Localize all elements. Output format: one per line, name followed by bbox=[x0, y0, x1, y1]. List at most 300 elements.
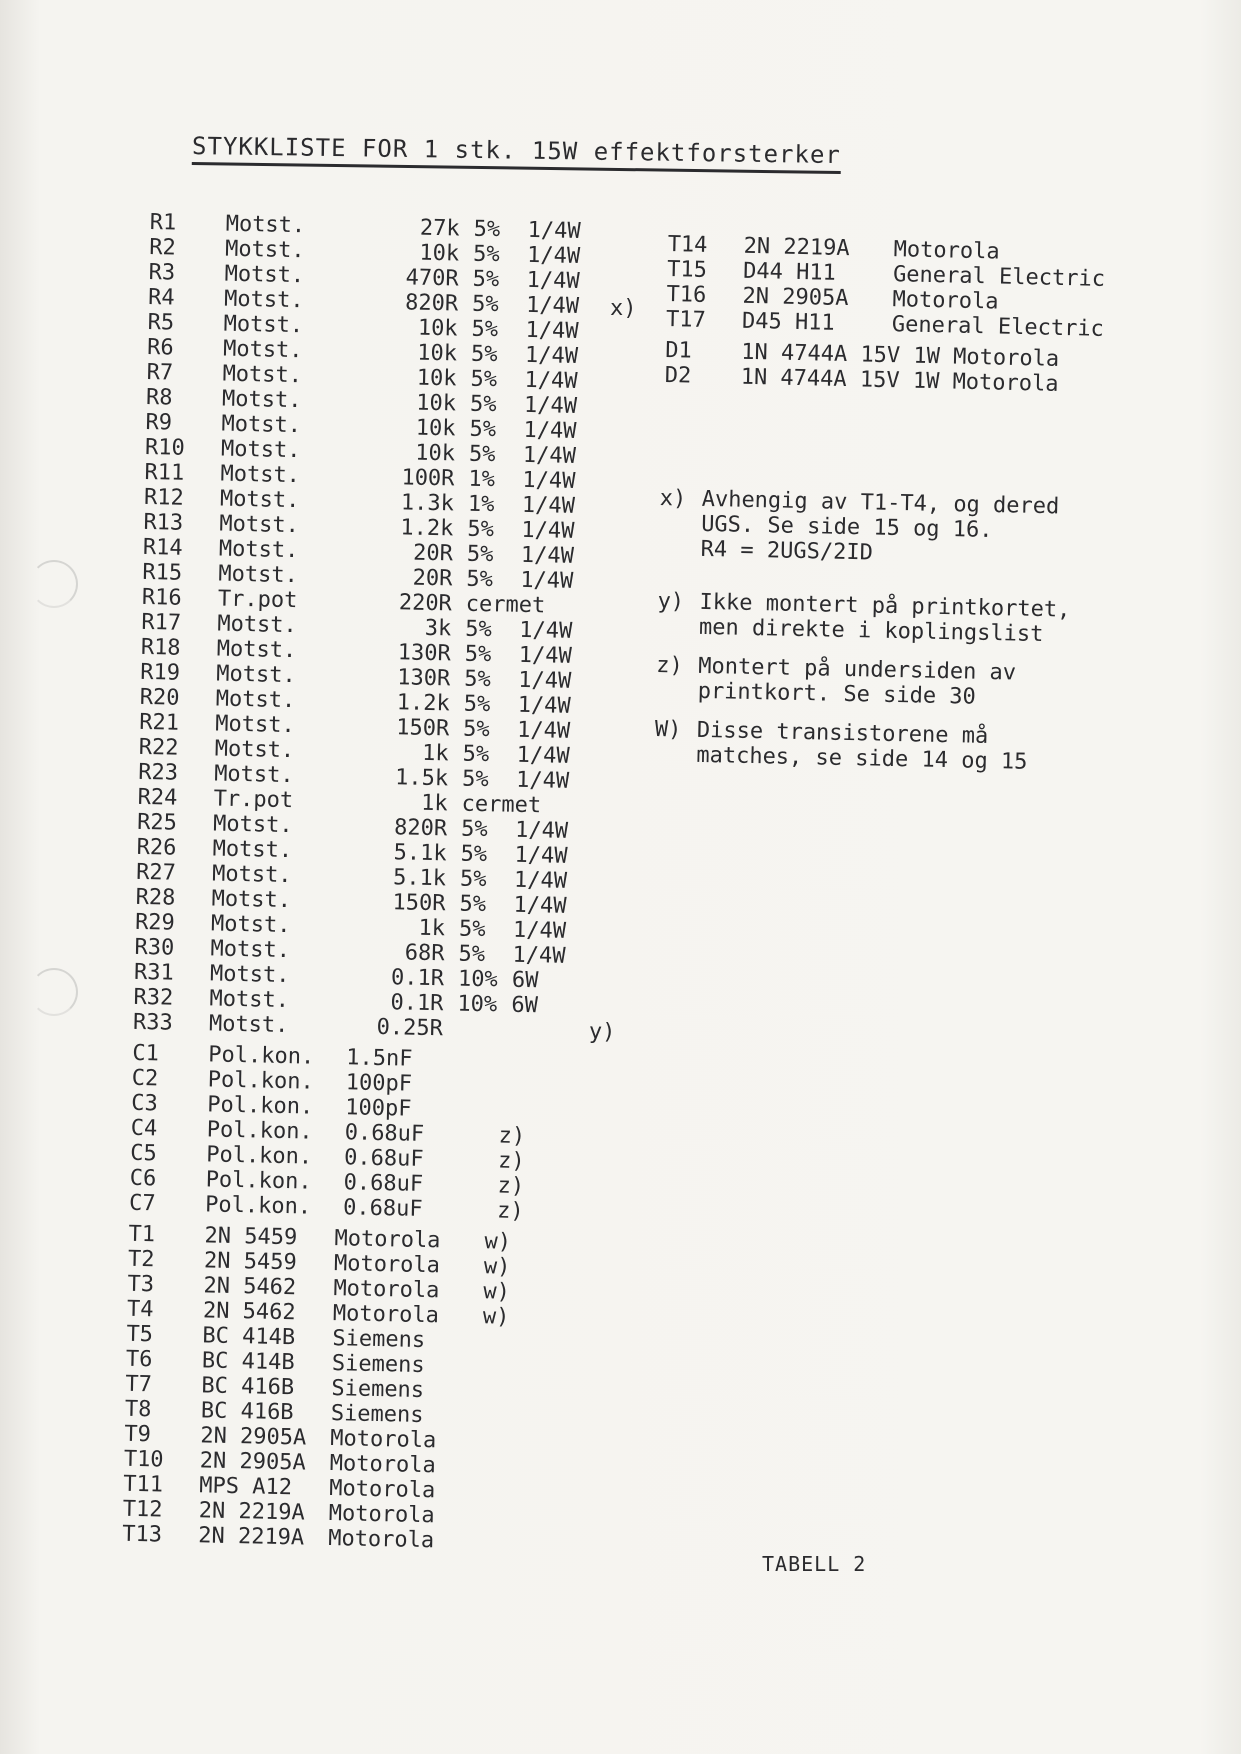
part-power: 1/4W bbox=[524, 342, 579, 369]
punch-hole-mark bbox=[30, 560, 78, 608]
part-type: 2N 5462 bbox=[203, 1273, 297, 1301]
part-power: 1/4W bbox=[517, 692, 571, 719]
part-manufacturer: Motorola bbox=[327, 1526, 435, 1554]
part-manufacturer: Motorola bbox=[334, 1226, 441, 1254]
part-ref: T14 bbox=[667, 232, 708, 258]
part-note bbox=[478, 1529, 523, 1555]
part-ref: R27 bbox=[135, 859, 177, 886]
part-power: 1/4W bbox=[526, 267, 580, 295]
part-ref: T6 bbox=[125, 1346, 153, 1373]
part-power bbox=[511, 1018, 590, 1045]
part-value: 820R bbox=[404, 290, 459, 317]
part-type: Motst. bbox=[218, 561, 299, 589]
part-power: 1/4W bbox=[514, 842, 568, 869]
part-ref: R10 bbox=[144, 434, 186, 461]
part-value: 5.1k bbox=[393, 840, 447, 867]
part-value: 10k bbox=[414, 440, 456, 467]
part-tolerance bbox=[457, 1017, 512, 1043]
parts-list-left bbox=[122, 210, 650, 1557]
part-type: Motst. bbox=[212, 811, 293, 839]
part-power: 1/4W bbox=[512, 917, 567, 944]
part-value: 100pF bbox=[344, 1095, 412, 1122]
part-ref: R17 bbox=[141, 609, 182, 636]
part-type: Motst. bbox=[220, 436, 301, 464]
part-tolerance: 5% bbox=[467, 516, 495, 543]
part-manufacturer: Motorola bbox=[329, 1451, 436, 1479]
part-tolerance: 5% bbox=[459, 866, 487, 893]
part-type: Motst. bbox=[209, 961, 290, 989]
footnote bbox=[658, 486, 1139, 571]
part-ref: C4 bbox=[130, 1115, 158, 1142]
part-manufacturer: Motorola bbox=[328, 1501, 435, 1529]
part-power: 1/4W bbox=[519, 617, 573, 644]
part-ref: R29 bbox=[134, 909, 176, 936]
part-tolerance: 5% bbox=[471, 291, 499, 318]
part-manufacturer: General Electric bbox=[892, 262, 1106, 292]
part-note: z) bbox=[498, 1123, 526, 1150]
part-value: 150R bbox=[395, 715, 450, 742]
footnote-text: Ikke montert på printkortet, men direkte i koplingslist bbox=[698, 589, 1071, 648]
part-value: 130R bbox=[397, 665, 451, 692]
part-power: 1/4W bbox=[521, 492, 576, 519]
part-type: BC 416B bbox=[201, 1373, 295, 1401]
part-tolerance: cermet bbox=[461, 791, 542, 819]
part-power: 6W bbox=[511, 992, 539, 1019]
part-note bbox=[600, 494, 645, 520]
part-value: 1k bbox=[418, 915, 446, 942]
part-note bbox=[597, 619, 642, 645]
part-power: 1/4W bbox=[520, 567, 574, 594]
part-ref: R30 bbox=[134, 934, 175, 961]
part-type: 2N 2905A bbox=[200, 1423, 307, 1451]
part-type: 2N 2219A bbox=[198, 1498, 305, 1526]
part-manufacturer: Motorola bbox=[330, 1426, 437, 1454]
footnote-key: x) bbox=[659, 486, 687, 512]
part-note bbox=[592, 869, 637, 895]
part-ref: R6 bbox=[146, 334, 174, 361]
part-note: z) bbox=[497, 1173, 525, 1200]
part-type: Motst. bbox=[210, 911, 291, 939]
footnote bbox=[657, 589, 1138, 649]
part-note: z) bbox=[497, 1148, 525, 1175]
part-note bbox=[601, 420, 646, 446]
part-type: Tr.pot bbox=[213, 786, 294, 814]
part-type: D45 H11 bbox=[741, 308, 835, 336]
part-tolerance: 5% bbox=[460, 841, 488, 868]
part-value: 1k bbox=[420, 790, 448, 817]
part-type: Motst. bbox=[221, 411, 302, 439]
part-type: Pol.kon. bbox=[204, 1192, 312, 1220]
punch-hole-mark bbox=[30, 968, 78, 1016]
part-ref: T15 bbox=[666, 256, 708, 283]
resistor-list bbox=[133, 210, 650, 1045]
part-note: w) bbox=[484, 1229, 512, 1255]
part-tolerance: 5% bbox=[461, 766, 489, 793]
part-ref: R20 bbox=[139, 684, 180, 711]
part-ref: R14 bbox=[142, 534, 183, 561]
footnote-text: Montert på undersiden av printkort. Se side 30 bbox=[697, 653, 1017, 710]
part-note bbox=[499, 1074, 544, 1100]
part-type: Motst. bbox=[216, 636, 297, 664]
part-value: 10k bbox=[417, 315, 458, 342]
part-tolerance: 5% bbox=[458, 941, 486, 968]
part-ref: R23 bbox=[137, 759, 179, 786]
part-note bbox=[590, 944, 635, 970]
part-value: 0.68uF bbox=[343, 1145, 424, 1172]
part-ref: C6 bbox=[129, 1165, 157, 1192]
part-note: w) bbox=[483, 1279, 511, 1305]
part-type: Motst. bbox=[224, 261, 305, 289]
part-note bbox=[478, 1504, 523, 1530]
part-type: Motst. bbox=[217, 611, 298, 639]
part-type: Pol.kon. bbox=[205, 1142, 313, 1170]
part-value: 1.5k bbox=[394, 765, 449, 792]
part-manufacturer: Motorola bbox=[333, 1251, 441, 1279]
part-type: Motst. bbox=[218, 536, 299, 564]
part-value: 0.25R bbox=[376, 1014, 444, 1042]
part-type: 2N 5462 bbox=[202, 1298, 296, 1326]
part-ref: T16 bbox=[666, 281, 707, 308]
part-value: 3k bbox=[424, 615, 452, 642]
part-ref: R33 bbox=[132, 1009, 173, 1036]
part-value: 10k bbox=[416, 365, 457, 392]
part-value: 10k bbox=[416, 390, 457, 417]
part-type: Motst. bbox=[210, 936, 291, 964]
transistor-list-left bbox=[122, 1222, 629, 1557]
part-tolerance: 5% bbox=[470, 366, 498, 393]
part-value: 20R bbox=[412, 565, 453, 592]
part-note bbox=[600, 469, 645, 495]
part-ref: T5 bbox=[126, 1321, 154, 1348]
part-type: Pol.kon. bbox=[205, 1167, 312, 1195]
part-note bbox=[479, 1479, 524, 1505]
footnote-key: W) bbox=[654, 716, 682, 743]
part-value: 1.2k bbox=[396, 690, 450, 717]
part-note bbox=[602, 370, 647, 396]
part-ref: R31 bbox=[133, 959, 175, 986]
part-ref: D2 bbox=[664, 362, 692, 389]
part-value: 220R bbox=[398, 590, 453, 617]
part-manufacturer: Siemens bbox=[331, 1351, 425, 1379]
part-ref: R24 bbox=[137, 784, 178, 811]
part-ref: R7 bbox=[146, 359, 174, 386]
part-value: 20R bbox=[412, 540, 454, 567]
part-type: Motst. bbox=[219, 511, 300, 539]
part-type: BC 414B bbox=[202, 1323, 296, 1351]
part-type: 2N 2905A bbox=[199, 1448, 307, 1476]
part-note bbox=[605, 220, 650, 246]
part-ref: T12 bbox=[122, 1496, 163, 1523]
part-power: 1/4W bbox=[523, 417, 577, 444]
part-type: Motst. bbox=[216, 661, 297, 689]
part-tolerance: 5% bbox=[471, 316, 499, 343]
part-power: 1/4W bbox=[525, 292, 580, 320]
part-note bbox=[602, 395, 647, 421]
part-power: 1/4W bbox=[518, 642, 572, 669]
part-tolerance: 5% bbox=[470, 341, 498, 368]
table-caption: TABELL 2 bbox=[762, 1552, 867, 1576]
part-type: Motst. bbox=[211, 886, 292, 914]
part-type: 2N 2219A bbox=[197, 1523, 305, 1551]
part-type: 2N 5459 bbox=[203, 1248, 297, 1276]
part-note bbox=[480, 1429, 525, 1455]
part-ref: R5 bbox=[147, 309, 175, 336]
part-tolerance: 1% bbox=[468, 466, 496, 493]
part-ref: D1 bbox=[665, 337, 693, 364]
part-note bbox=[596, 669, 641, 695]
part-power: 1/4W bbox=[527, 217, 581, 245]
part-tolerance: 5% bbox=[468, 441, 496, 468]
part-ref: R13 bbox=[143, 509, 184, 536]
part-value: 1k bbox=[421, 740, 449, 767]
part-ref: R9 bbox=[145, 409, 173, 436]
part-tolerance: 5% bbox=[459, 891, 487, 918]
part-power: 1/4W bbox=[512, 942, 566, 969]
part-value: 1.3k bbox=[400, 490, 455, 517]
part-tolerance: 5% bbox=[473, 216, 501, 243]
footnote-text: Disse transistorene må matches, se side 14 og 15 bbox=[696, 717, 1028, 775]
part-ref: C2 bbox=[131, 1065, 159, 1092]
part-note bbox=[591, 894, 636, 920]
part-note: y) bbox=[588, 1019, 616, 1045]
part-power: 6W bbox=[511, 967, 539, 994]
part-type: Motst. bbox=[224, 236, 305, 264]
part-ref: R26 bbox=[136, 834, 177, 861]
part-power: 1/4W bbox=[516, 717, 571, 744]
part-note bbox=[500, 1049, 545, 1075]
part-note bbox=[481, 1379, 526, 1405]
part-note bbox=[603, 320, 648, 346]
part-manufacturer: General Electric bbox=[891, 312, 1105, 342]
part-power: 1/4W bbox=[515, 767, 570, 794]
part-type: Motst. bbox=[225, 211, 306, 239]
part-tolerance: 5% bbox=[460, 816, 488, 843]
part-type: Motst. bbox=[223, 311, 304, 339]
part-type: Motst. bbox=[222, 361, 303, 389]
part-type: Pol.kon. bbox=[208, 1042, 315, 1070]
part-type: Motst. bbox=[221, 386, 302, 414]
part-type: MPS A12 bbox=[199, 1473, 293, 1501]
footnote-key: y) bbox=[657, 588, 685, 615]
part-type: BC 414B bbox=[201, 1348, 295, 1376]
part-ref: T7 bbox=[125, 1371, 153, 1398]
part-power: 1/4W bbox=[514, 817, 569, 844]
part-ref: R25 bbox=[136, 809, 178, 836]
part-value: 1.5nF bbox=[346, 1045, 413, 1072]
part-ref: T1 bbox=[128, 1221, 156, 1248]
part-tolerance: 5% bbox=[466, 541, 494, 568]
part-value: 470R bbox=[405, 265, 459, 292]
part-note bbox=[596, 644, 641, 670]
part-type: Motst. bbox=[213, 761, 294, 789]
part-manufacturer: Siemens bbox=[330, 1401, 424, 1428]
part-power: 1/4W bbox=[517, 667, 572, 694]
part-ref: R32 bbox=[133, 984, 174, 1011]
part-power: 1/4W bbox=[525, 317, 579, 344]
part-note bbox=[601, 445, 646, 471]
part-ref: R8 bbox=[145, 384, 173, 411]
part-tolerance: 5% bbox=[464, 641, 492, 668]
part-value: 10k bbox=[415, 415, 456, 442]
part-ref: T11 bbox=[123, 1471, 164, 1498]
part-note bbox=[591, 919, 636, 945]
part-power: 1/4W bbox=[520, 542, 575, 569]
part-ref: T9 bbox=[124, 1421, 152, 1448]
part-value: 0.68uF bbox=[344, 1120, 425, 1147]
part-type: Motst. bbox=[222, 336, 303, 364]
part-power: 1/4W bbox=[526, 242, 581, 270]
part-tolerance: 1% bbox=[467, 491, 495, 518]
part-note bbox=[603, 345, 648, 371]
part-tolerance: 5% bbox=[463, 666, 491, 693]
parts-list-right bbox=[664, 232, 1153, 399]
part-manufacturer: Motorola bbox=[893, 237, 1000, 265]
part-manufacturer: Motorola bbox=[333, 1276, 440, 1304]
part-ref: T13 bbox=[121, 1521, 163, 1548]
part-power bbox=[520, 593, 599, 620]
part-tolerance: 5% bbox=[463, 691, 491, 718]
part-manufacturer: Motorola bbox=[892, 287, 999, 315]
part-type: Motst. bbox=[219, 486, 300, 514]
part-note bbox=[595, 694, 640, 720]
footnote bbox=[654, 717, 1135, 777]
part-ref: C5 bbox=[129, 1140, 157, 1167]
part-tolerance: 5% bbox=[466, 566, 494, 593]
part-type: Motst. bbox=[211, 861, 292, 889]
part-ref: T4 bbox=[126, 1296, 154, 1323]
part-note bbox=[592, 844, 637, 870]
part-type: 2N 2219A bbox=[743, 233, 850, 262]
part-note bbox=[604, 270, 649, 296]
part-ref: C1 bbox=[132, 1040, 160, 1067]
part-ref: R15 bbox=[142, 559, 183, 586]
part-value: 0.68uF bbox=[343, 1170, 424, 1197]
diode-list bbox=[664, 338, 1151, 399]
part-ref: R2 bbox=[148, 234, 176, 261]
part-power: 1/4W bbox=[513, 867, 568, 894]
part-note bbox=[599, 544, 644, 570]
part-value: 0.68uF bbox=[342, 1195, 423, 1222]
part-value: 1.2k bbox=[400, 515, 454, 542]
part-ref: R3 bbox=[148, 259, 176, 286]
part-description: 1N 4744A 15V 1W Motorola bbox=[740, 364, 1059, 397]
part-note bbox=[599, 519, 644, 545]
part-ref: R18 bbox=[140, 634, 181, 661]
part-tolerance: 5% bbox=[465, 616, 493, 643]
part-power: 1/4W bbox=[521, 517, 575, 544]
part-type: Tr.pot bbox=[217, 586, 298, 614]
part-note bbox=[482, 1354, 527, 1380]
footnote bbox=[655, 653, 1136, 713]
part-value: 10k bbox=[417, 340, 458, 367]
part-power bbox=[515, 793, 594, 820]
part-note bbox=[595, 719, 640, 745]
part-value: 68R bbox=[404, 940, 445, 967]
part-description: 1N 4744A 15V 1W Motorola bbox=[741, 339, 1060, 372]
part-type: D44 H11 bbox=[742, 258, 837, 286]
part-note bbox=[481, 1404, 526, 1430]
part-value: 820R bbox=[393, 815, 448, 842]
part-power: 1/4W bbox=[524, 367, 578, 394]
part-value: 0.1R bbox=[390, 990, 444, 1017]
part-tolerance: cermet bbox=[465, 591, 546, 619]
part-ref: R4 bbox=[147, 284, 175, 311]
part-type: Pol.kon. bbox=[207, 1092, 314, 1120]
part-ref: C3 bbox=[131, 1090, 159, 1117]
part-tolerance: 5% bbox=[472, 241, 500, 268]
capacitor-list bbox=[129, 1041, 633, 1226]
part-ref: T3 bbox=[127, 1271, 155, 1298]
part-ref: T8 bbox=[124, 1396, 152, 1423]
part-power: 1/4W bbox=[516, 742, 570, 769]
part-tolerance: 10% bbox=[457, 966, 498, 993]
part-tolerance: 5% bbox=[469, 416, 497, 443]
part-ref: R22 bbox=[138, 734, 179, 761]
part-note bbox=[593, 819, 638, 845]
part-note bbox=[482, 1329, 527, 1355]
part-value: 150R bbox=[392, 890, 446, 917]
part-type: Motst. bbox=[220, 461, 301, 489]
part-note bbox=[589, 994, 634, 1020]
part-tolerance: 10% bbox=[457, 991, 498, 1018]
part-type: BC 416B bbox=[200, 1398, 294, 1426]
part-ref: T10 bbox=[123, 1446, 164, 1473]
part-type: Motst. bbox=[209, 986, 290, 1014]
part-power: 1/4W bbox=[522, 467, 576, 494]
part-note bbox=[594, 769, 639, 795]
part-ref: R11 bbox=[144, 459, 185, 486]
part-manufacturer: Motorola bbox=[332, 1301, 440, 1329]
part-ref: R19 bbox=[140, 659, 181, 686]
part-type: Motst. bbox=[208, 1011, 289, 1039]
part-value: 27k bbox=[419, 215, 460, 242]
part-type: 2N 2905A bbox=[742, 283, 849, 312]
part-type: 2N 5459 bbox=[204, 1223, 298, 1251]
footnote-text: Avhengig av T1-T4, og dered UGS. Se side 15 og 16. R4 = 2UGS/2ID bbox=[700, 486, 1060, 566]
transistor-list-right bbox=[666, 232, 1154, 343]
part-note bbox=[590, 969, 635, 995]
part-tolerance: 5% bbox=[469, 391, 497, 418]
part-ref: R28 bbox=[135, 884, 176, 911]
part-value: 130R bbox=[397, 640, 452, 667]
part-type: Motst. bbox=[212, 836, 293, 864]
part-power: 1/4W bbox=[523, 392, 578, 419]
part-value: 10k bbox=[419, 240, 460, 267]
part-note: w) bbox=[483, 1254, 511, 1280]
part-ref: C7 bbox=[128, 1190, 156, 1217]
part-value: 100pF bbox=[345, 1070, 413, 1097]
part-tolerance: 5% bbox=[462, 716, 490, 743]
part-ref: T17 bbox=[665, 306, 707, 333]
part-type: Motst. bbox=[214, 711, 295, 739]
footnote-key: z) bbox=[655, 652, 683, 679]
part-note: w) bbox=[482, 1304, 510, 1330]
page-title: STYKKLISTE FOR 1 stk. 15W effektforsterker bbox=[192, 132, 841, 174]
part-value: 100R bbox=[401, 465, 455, 492]
part-type: Motst. bbox=[215, 686, 296, 714]
part-tolerance: 5% bbox=[458, 916, 486, 943]
part-tolerance: 5% bbox=[472, 266, 500, 293]
part-type: Pol.kon. bbox=[207, 1067, 315, 1095]
part-manufacturer: Motorola bbox=[329, 1476, 436, 1504]
part-ref: T2 bbox=[127, 1246, 155, 1273]
part-note bbox=[499, 1099, 544, 1125]
part-note bbox=[594, 744, 639, 770]
part-power: 1/4W bbox=[522, 442, 577, 469]
part-value: 0.1R bbox=[390, 965, 445, 992]
part-value: 5.1k bbox=[392, 865, 447, 892]
part-type: Motst. bbox=[223, 286, 304, 314]
